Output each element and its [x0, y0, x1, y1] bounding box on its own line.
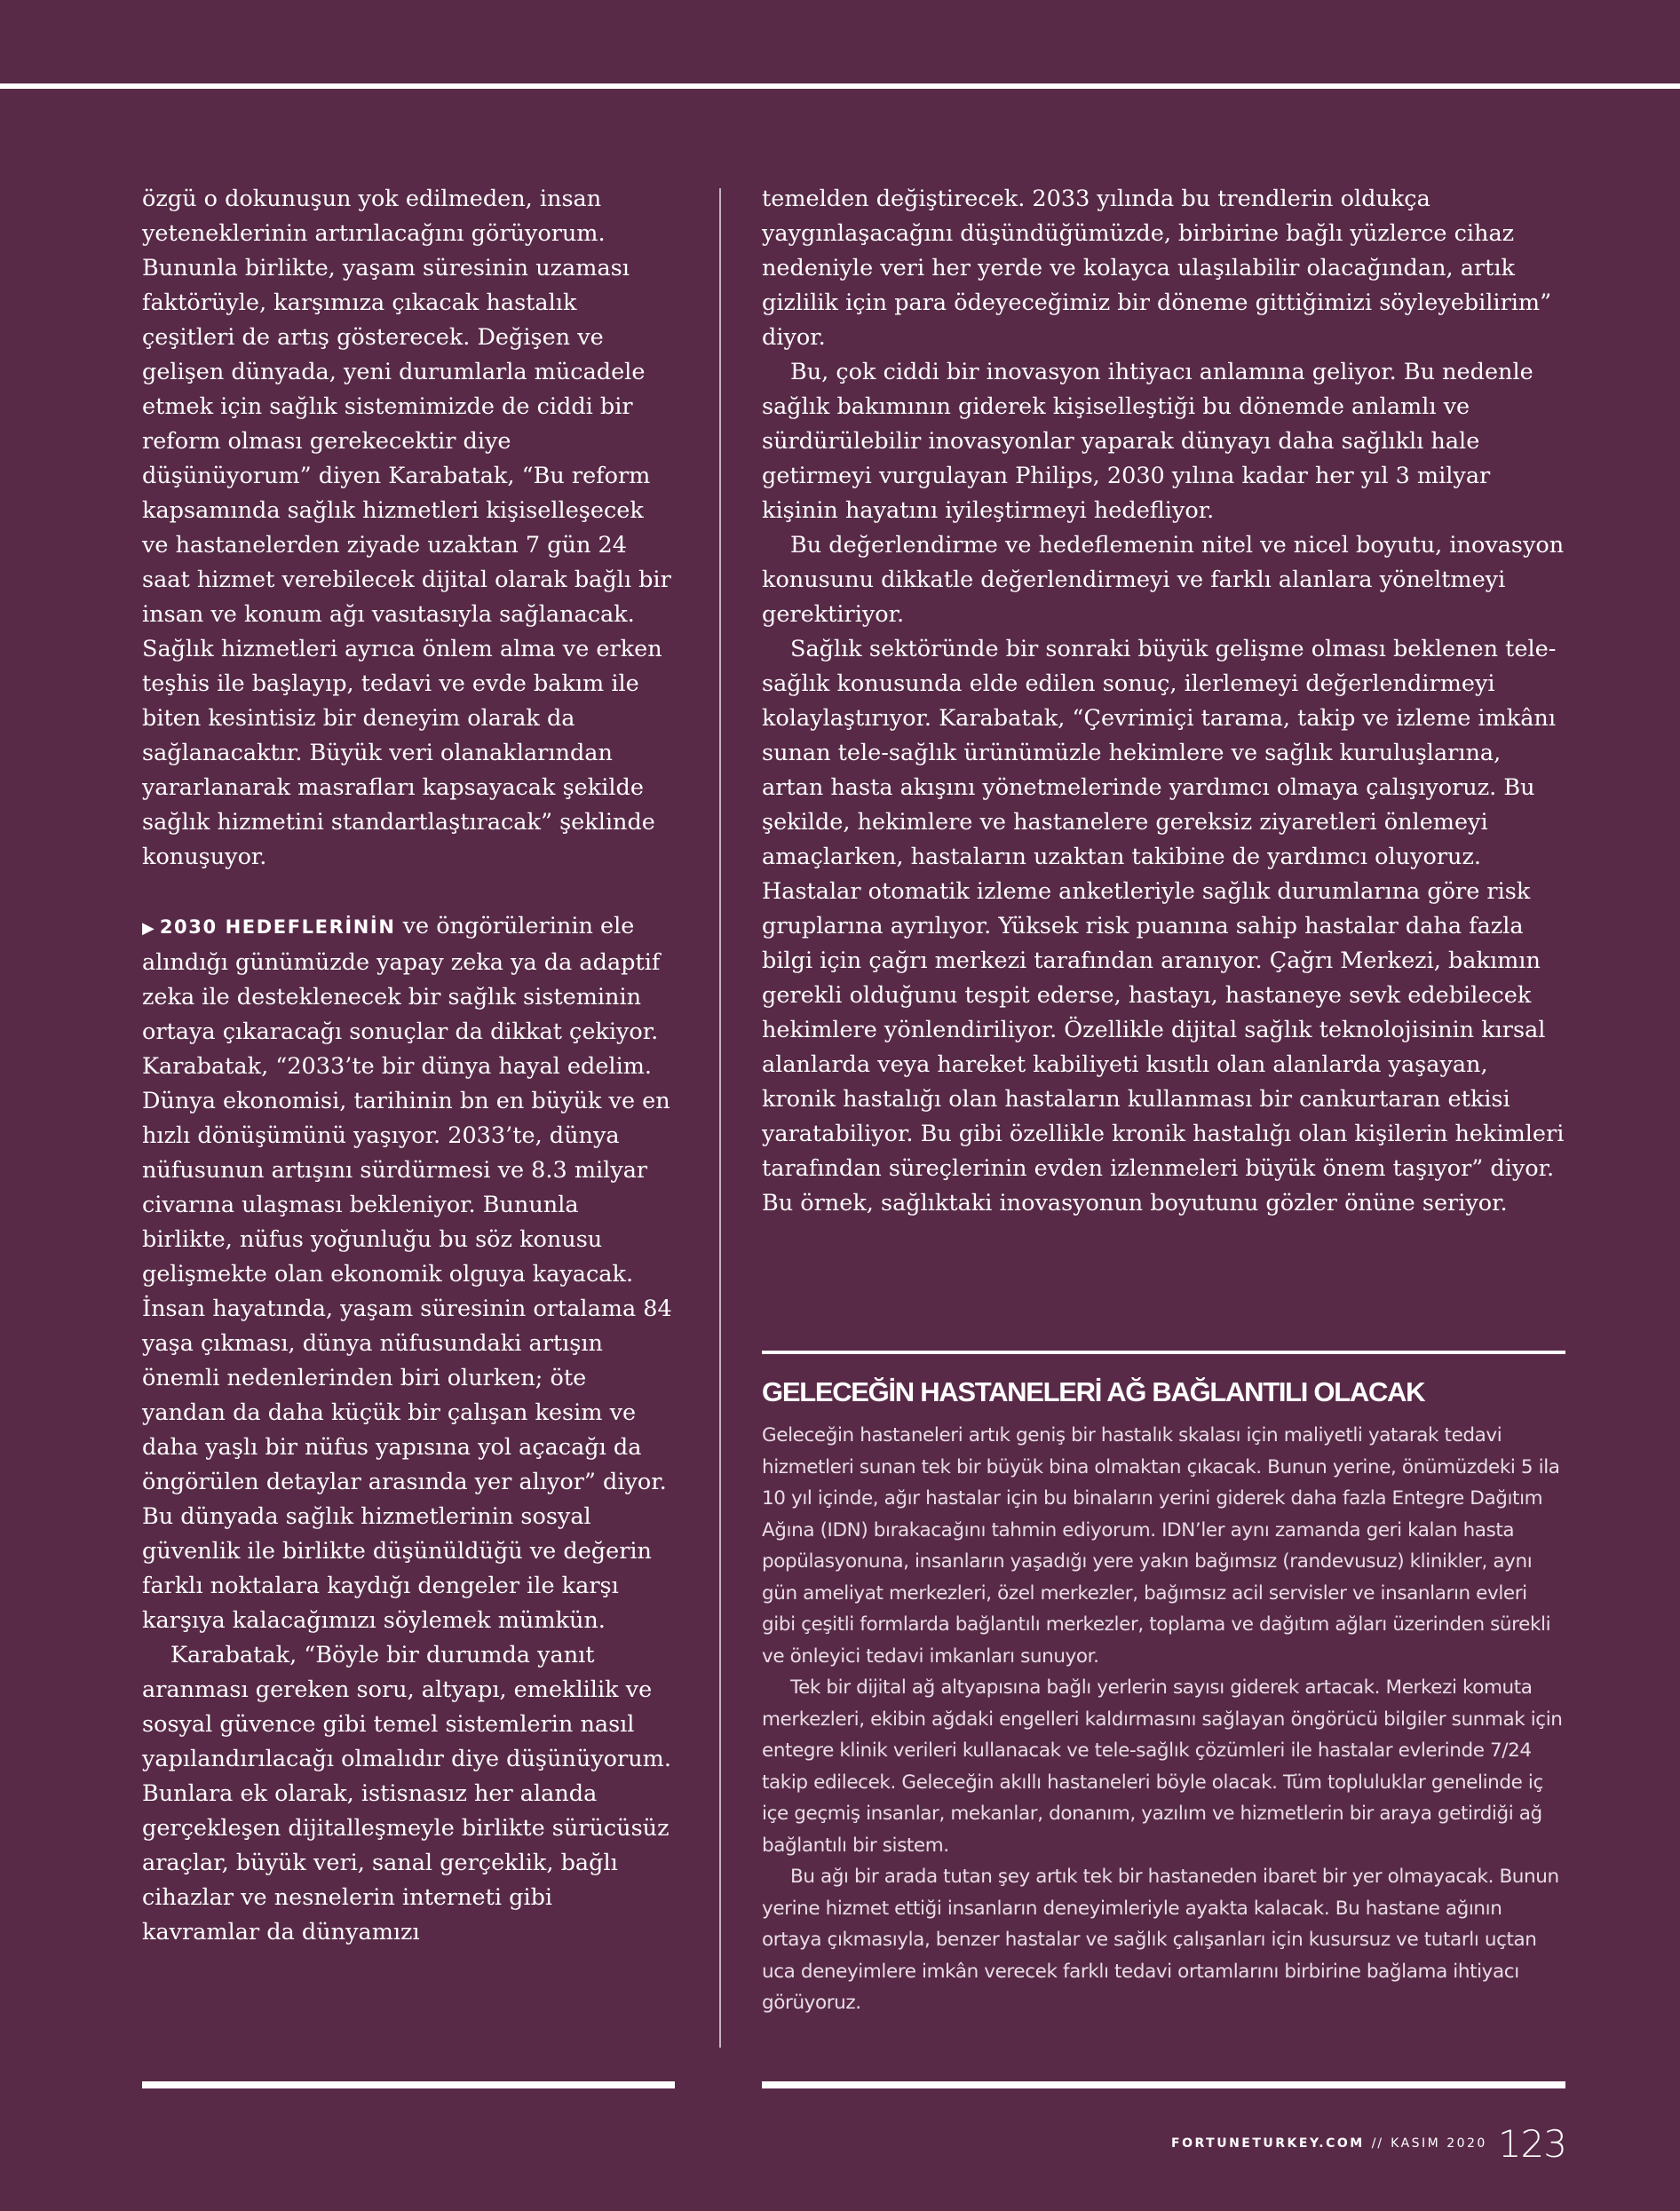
- play-arrow-icon: ▶: [142, 919, 155, 938]
- footer-issue: KASIM 2020: [1391, 2136, 1487, 2151]
- right-paragraph-2: Bu, çok ciddi bir inovasyon ihtiyacı anlamına geliyor. Bu nedenle sağlık bakımının giderek kişiselleştiği bu dönemde anlamlı ve sürdürülebilir inovasyonlar yaparak dünyayı daha sağlıklı hale getirmeyi vurgulayan Philips, 2030 yılına kadar her yıl 3 milyar kişinin hayatını iyileştirmeyi hedefliyor.: [762, 359, 1533, 524]
- sidebar-paragraph-3: Bu ağı bir arada tutan şey artık tek bir hastaneden ibaret bir yer olmayacak. Bunun yerine hizmet ettiği insanların deneyimleriyle ayakta kalacak. Bu hastane ağının ortaya çıkmasıyla, benzer hastalar ve sağlık çalışanları için kusursuz ve tutarlı uçtan uca deneyimlere imkân verecek farklı tedavi ortamlarını birbirine bağlama ihtiyacı görüyoruz.: [762, 1866, 1559, 2014]
- right-column: [762, 182, 1565, 1221]
- left-paragraph-2: [142, 909, 675, 1638]
- sidebar-box-body: [762, 1420, 1565, 2019]
- footer-site: FORTUNETURKEY.COM: [1171, 2136, 1365, 2151]
- left-column: [142, 182, 675, 1950]
- sidebar-paragraph-1: Geleceğin hastaneleri artık geniş bir hastalık skalası için maliyetli yatarak tedavi hizmetleri sunan tek bir büyük bina olmaktan çıkacak. Bunun yerine, önümüzdeki 5 ila 10 yıl içinde, ağır hastalar için bu binaların yerini giderek daha fazla Entegre Dağıtım Ağına (IDN) bırakacağını tahmin ediyorum. IDN’ler aynı zamanda geri kalan hasta popülasyonuna, insanların yaşadığı yere yakın bağımsız (randevusuz) klinikler, aynı gün ameliyat merkezleri, özel merkezler, bağımsız acil servisler ve insanların evleri gibi çeşitli formlarda bağlantılı merkezler, toplama ve dağıtım ağları üzerinden sürekli ve önleyici tedavi imkanları sunuyor.: [762, 1424, 1560, 1668]
- left-bottom-rule: [142, 2081, 675, 2088]
- sidebar-box-title: GELECEĞİN HASTANELERİ AĞ BAĞLANTILI OLACAK: [762, 1376, 1425, 1407]
- left-paragraph-2-text: ve öngörülerinin ele alındığı günümüzde yapay zeka ya da adaptif zeka ile desteklenecek bir sağlık sisteminin ortaya çıkaracağı sonuçlar da dikkat çekiyor. Karabatak, “2033’te bir dünya hayal edelim. Dünya ekonomisi, tarihinin bn en büyük ve en hızlı dönüşümünü yaşıyor. 2033’te, dünya nüfusunun artışını sürdürmesi ve 8.3 milyar civarına ulaşması bekleniyor. Bununla birlikte, nüfus yoğunluğu bu söz konusu gelişmekte olan ekonomik olguya kayacak. İnsan hayatında, yaşam süresinin ortalama 84 yaşa çıkması, dünya nüfusundaki artışın önemli nedenlerinden biri olurken; öte yandan da daha küçük bir çalışan kesim ve daha yaşlı bir nüfus yapısına yol açacağı da öngörülen detaylar arasında yer alıyor” diyor. Bu dünyada sağlık hizmetlerinin sosyal güvenlik ile birlikte düşünüldüğü ve değerin farklı noktalara kaydığı dengeler ile karşı karşıya kalacağımızı söylemek mümkün.: [142, 913, 672, 1634]
- right-paragraph-1: temelden değiştirecek. 2033 yılında bu trendlerin oldukça yaygınlaşacağını düşündüğümüzde, birbirine bağlı yüzlerce cihaz nedeniyle veri her yerde ve kolayca ulaşılabilir olacağından, artık gizlilik için para ödeyeceğimiz bir döneme gittiğimizi söyleyebilirim” diyor.: [762, 186, 1552, 351]
- page-footer: [1171, 2117, 1566, 2170]
- right-paragraph-4: Sağlık sektöründe bir sonraki büyük gelişme olması beklenen tele-sağlık konusunda elde edilen sonuç, ilerlemeyi değerlendirmeyi kolaylaştırıyor. Karabatak, “Çevrimiçi tarama, takip ve izleme imkânı sunan tele-sağlık ürünümüzle hekimlere ve sağlık kuruluşlarına, artan hasta akışını yönetmelerinde yardımcı olmaya çalışıyoruz. Bu şekilde, hekimlere ve hastanelere gereksiz ziyaretleri önlemeyi amaçlarken, hastaların uzaktan takibine de yardımcı oluyoruz. Hastalar otomatik izleme anketleriyle sağlık durumlarına göre risk gruplarına ayrılıyor. Yüksek risk puanına sahip hastalar daha fazla bilgi için çağrı merkezi tarafından aranıyor. Çağrı Merkezi, bakımın gerekli olduğunu tespit ederse, hastayı, hastaneye sevk edebilecek hekimlere yönlendiriliyor. Özellikle dijital sağlık teknolojisinin kırsal alanlarda veya hareket kabiliyeti kısıtlı olan alanlarda yaşayan, kronik hastalığı olan hastaların kullanması bir cankurtaran etkisi yaratabiliyor. Bu gibi özellikle kronik hastalığı olan kişilerin hekimleri tarafından süreçlerinin evden izlenmeleri büyük önem taşıyor” diyor. Bu örnek, sağlıktaki inovasyonun boyutunu gözler önüne seriyor.: [762, 636, 1565, 1216]
- top-rule: [0, 83, 1680, 89]
- right-paragraph-3: Bu değerlendirme ve hedeflemenin nitel ve nicel boyutu, inovasyon konusunu dikkatle değerlendirmeyi ve farklı alanlara yöneltmeyi gerektiriyor.: [762, 532, 1565, 628]
- section-lead-in: 2030 HEDEFLERİNİN: [159, 916, 396, 938]
- right-bottom-rule: [762, 2081, 1565, 2088]
- page-number: 123: [1497, 2121, 1566, 2166]
- left-paragraph-1: özgü o dokunuşun yok edilmeden, insan yeteneklerinin artırılacağını görüyorum. Bununla birlikte, yaşam süresinin uzaması faktörüyle, karşımıza çıkacak hastalık çeşitleri de artış gösterecek. Değişen ve gelişen dünyada, yeni durumlarla mücadele etmek için sağlık sistemimizde de ciddi bir reform olması gerekecektir diye düşünüyorum” diyen Karabatak, “Bu reform kapsamında sağlık hizmetleri kişiselleşecek ve hastanelerden ziyade uzaktan 7 gün 24 saat hizmet verebilecek dijital olarak bağlı bir insan ve konum ağı vasıtasıyla sağlanacak. Sağlık hizmetleri ayrıca önlem alma ve erken teşhis ile başlayıp, tedavi ve evde bakım ile biten kesintisiz bir deneyim olarak da sağlanacaktır. Büyük veri olanaklarından yararlanarak masrafları kapsayacak şekilde sağlık hizmetini standartlaştıracak” şeklinde konuşuyor.: [142, 186, 671, 870]
- left-paragraph-3: Karabatak, “Böyle bir durumda yanıt aranması gereken soru, altyapı, emeklilik ve sosyal güvence gibi temel sistemlerin nasıl yapılandırılacağı olmalıdır diye düşünüyorum. Bunlara ek olarak, istisnasız her alanda gerçekleşen dijitalleşmeyle birlikte sürücüsüz araçlar, büyük veri, sanal gerçeklik, bağlı cihazlar ve nesnelerin interneti gibi kavramlar da dünyamızı: [142, 1642, 671, 1946]
- column-divider: [719, 188, 721, 2048]
- footer-separator: //: [1371, 2136, 1384, 2151]
- sidebar-paragraph-2: Tek bir dijital ağ altyapısına bağlı yerlerin sayısı giderek artacak. Merkezi komuta merkezleri, ekibin ağdaki engelleri kaldırmasını sağlayan öngörücü bilgiler sunmak için entegre klinik verileri kullanacak ve tele-sağlık çözümleri ile hastalar evlerinde 7/24 takip edilecek. Geleceğin akıllı hastaneleri böyle olacak. Tüm topluluklar genelinde iç içe geçmiş insanlar, mekanlar, donanım, yazılım ve hizmetlerin bir araya getirdiği ağ bağlantılı bir sistem.: [762, 1676, 1563, 1857]
- sidebar-box-top-rule: [762, 1351, 1565, 1354]
